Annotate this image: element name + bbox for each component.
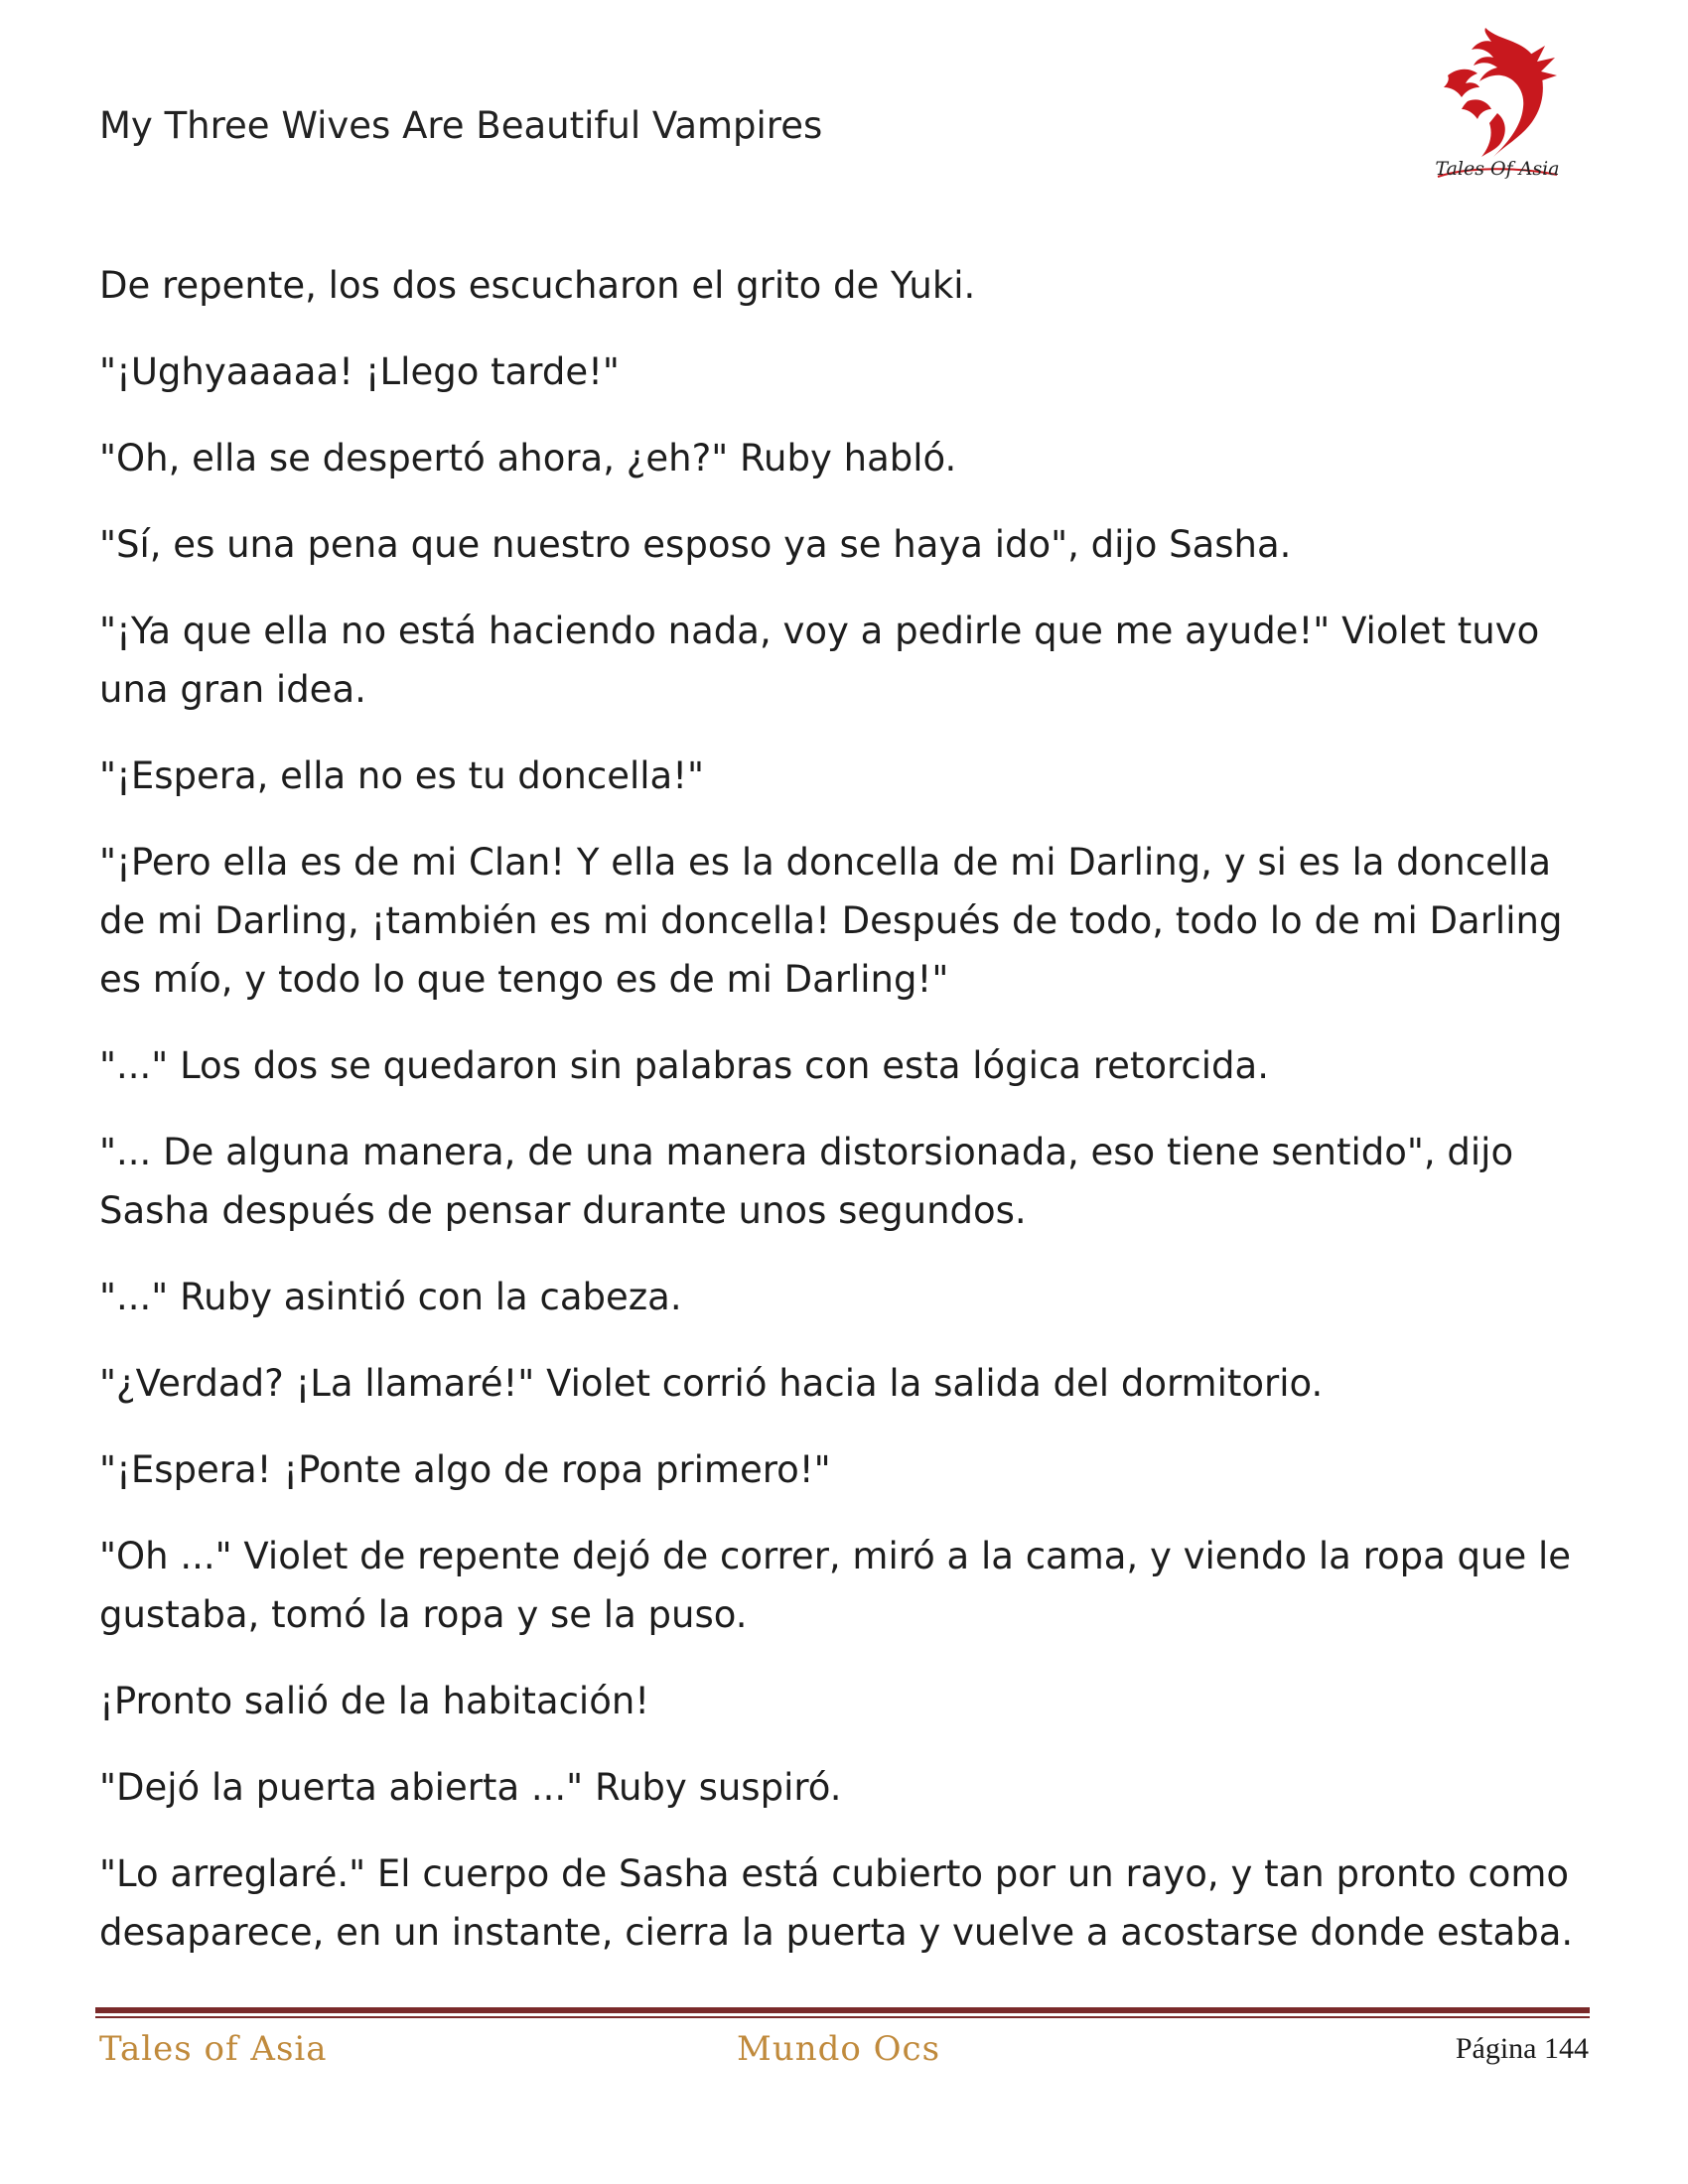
paragraph: "... De alguna manera, de una manera distorsionada, eso tiene sentido", dijo Sasha después de pensar durante unos segundos. — [99, 1131, 1514, 1232]
footer-source: Mundo Ocs — [737, 2029, 941, 2069]
paragraph: "¡Pero ella es de mi Clan! Y ella es la doncella de mi Darling, y si es la doncella de mi Darling, ¡también es mi doncella! Después de todo, todo lo de mi Darling es mío, y todo lo que tengo es de mi Darling!" — [99, 841, 1563, 1001]
paragraph: "..." Los dos se quedaron sin palabras con esta lógica retorcida. — [99, 1044, 1269, 1087]
paragraph: "¡Ughyaaaaa! ¡Llego tarde!" — [99, 350, 620, 393]
paragraph: ¡Pronto salió de la habitación! — [99, 1680, 650, 1722]
paragraph: De repente, los dos escucharon el grito de Yuki. — [99, 264, 976, 307]
paragraph: "¡Espera, ella no es tu doncella!" — [99, 754, 705, 797]
paragraph: "Oh, ella se despertó ahora, ¿eh?" Ruby habló. — [99, 437, 957, 479]
paragraph: "¡Espera! ¡Ponte algo de ropa primero!" — [99, 1448, 831, 1491]
footer-brand: Tales of Asia — [99, 2029, 328, 2069]
paragraph: "Oh ..." Violet de repente dejó de correr, miró a la cama, y viendo la ropa que le gustaba, tomó la ropa y se la puso. — [99, 1535, 1572, 1636]
page-body — [99, 256, 1589, 1989]
paragraph: "¿Verdad? ¡La llamaré!" Violet corrió hacia la salida del dormitorio. — [99, 1362, 1324, 1405]
dragon-logo-icon — [1428, 18, 1567, 187]
page-number: Página 144 — [1455, 2032, 1589, 2065]
paragraph: "Sí, es una pena que nuestro esposo ya se haya ido", dijo Sasha. — [99, 523, 1292, 566]
paragraph: "..." Ruby asintió con la cabeza. — [99, 1276, 682, 1318]
svg-text:Tales Of Asia: Tales Of Asia — [1435, 158, 1560, 180]
paragraph: "Dejó la puerta abierta ..." Ruby suspiró. — [99, 1766, 842, 1809]
paragraph: "Lo arreglaré." El cuerpo de Sasha está cubierto por un rayo, y tan pronto como desaparece, en un instante, cierra la puerta y vuelve a acostarse donde estaba. — [99, 1852, 1574, 1954]
footer-divider — [95, 2007, 1590, 2019]
document-title: My Three Wives Are Beautiful Vampires — [99, 104, 823, 147]
paragraph: "¡Ya que ella no está haciendo nada, voy a pedirle que me ayude!" Violet tuvo una gran idea. — [99, 610, 1540, 711]
